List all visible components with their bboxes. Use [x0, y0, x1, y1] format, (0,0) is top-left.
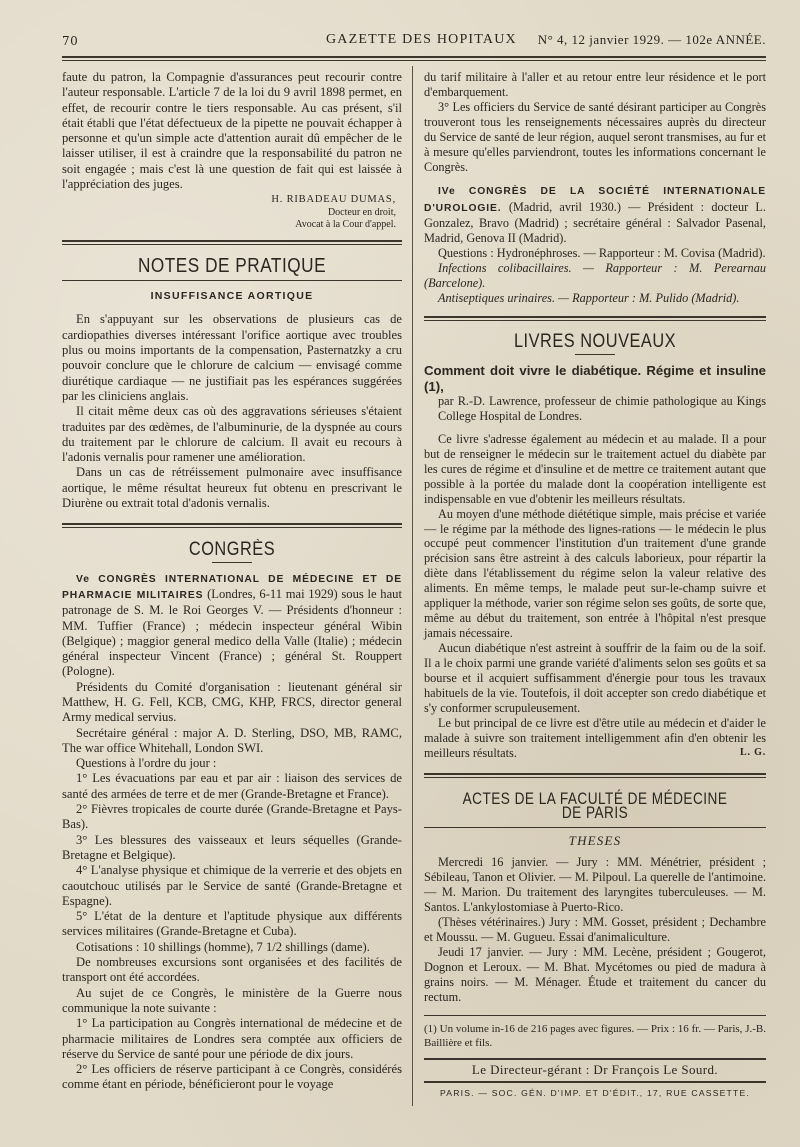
- author-signature: [62, 194, 396, 232]
- review-initials: L. G.: [740, 746, 766, 758]
- book-paragraph: Aucun diabétique n'est astreint à souffrir de la faim ou de la soif. Il a le choix parmi une grande variété d'aliments selon ses goûts et sa bourse et il acquiert suffisamment d'énergie pour tous les travaux habituels de la vie. Toutefois, il doit accepter son credo diabétique et s'y conformer scrupuleusement.: [424, 641, 766, 715]
- book-paragraph: Le but principal de ce livre est d'être utile au médecin et d'aider le malade à suivre son traitement intelligemment afin d'en obtenir les meilleurs résultats. L. G.: [424, 715, 766, 760]
- theses-label: THESES: [568, 833, 622, 849]
- short-rule: [575, 354, 615, 355]
- actes-section-title: ACTES DE LA FACULTÉ DE MÉDECINE DE PARIS: [462, 788, 728, 823]
- section-rule: [62, 280, 402, 281]
- running-head: [62, 30, 766, 52]
- congres-paragraph: 3° Les officiers du Service de santé désirant participer au Congrès trouveront tous les renseignements nécessaires auprès du directeur du Service de santé de leur région, auquel seront transmises, au fur et à mesure qu'elles parviendront, toutes les informations concernant le Congrès.: [424, 99, 766, 174]
- congres-paragraph: 1° Les évacuations par eau et par air : liaison des services de santé des armées de terre et de mer (Grande-Bretagne et France).: [62, 771, 402, 801]
- section-rule: [62, 523, 402, 528]
- congres-paragraph: Au sujet de ce Congrès, le ministère de la Guerre nous communique la note suivante :: [62, 985, 402, 1015]
- signature-name: H. RIBADEAU DUMAS,: [271, 194, 396, 206]
- congres-heading: Ve CONGRÈS INTERNATIONAL DE MÉDECINE ET DE PHARMACIE MILITAIRES: [62, 573, 402, 601]
- section-rule: [62, 240, 402, 245]
- congres-paragraph: 5° L'état de la denture et l'aptitude physique aux différents services militaires (Grande-Bretagne et Cuba).: [62, 909, 402, 939]
- urology-paragraph: Infections colibacillaires. — Rapporteur : M. Perearnau (Barcelone).: [424, 261, 766, 291]
- congres-paragraph: 2° Les officiers de réserve participant à ce Congrès, considérés comme étant en période, bénéficieront pour le voyage: [62, 1062, 402, 1092]
- book-title: Comment doit vivre le diabétique. Régime et insuline (1),: [424, 363, 766, 394]
- signature-title: Docteur en droit,: [327, 206, 396, 218]
- notes-paragraph: En s'appuyant sur les observations de plusieurs cas de cardiopathies diverses intéressant l'orifice aortique avec troubles plus ou moins importants de la compensation, Pasternatzky a cru pouvoir conclure que le chlorure de calcium — envisagé comme diurétique cardiaque — ne justifiait pas les espérances suggérées par les cliniciens anglais.: [62, 312, 402, 403]
- congres-paragraph: Présidents du Comité d'organisation : lieutenant général sir Matthew, H. G. Fell, KCB, CMG, KHP, FRCS, director general Army medical servius.: [62, 679, 402, 725]
- congres-paragraph: Questions à l'ordre du jour :: [76, 756, 217, 771]
- article-continuation: faute du patron, la Compagnie d'assurances peut recourir contre l'auteur responsable. L'article 7 de la loi du 9 avril 1898 permet, en effet, de recourir contre le tiers responsable. Au cas présent, s'il était établi que l'état défectueux de la pipette ne pouvait échapper à personne et qu'un simple acte d'attention aurait dû empêcher de le laisser utiliser, il est à craindre que la responsabilité du patron ne soit engagée ; mais c'est là une question de fait qui est laissée à l'appréciation des juges.: [62, 70, 402, 192]
- footnote: (1) Un volume in-16 de 216 pages avec figures. — Prix : 16 fr. — Paris, J.-B. Baillière et fils.: [424, 1022, 766, 1049]
- section-rule: [424, 773, 766, 778]
- right-column: [424, 70, 766, 1101]
- section-rule: [424, 316, 766, 321]
- theses-paragraph: Mercredi 16 janvier. — Jury : MM. Ménétrier, président ; Sébileau, Tanon et Olivier. — M. Pilpoul. La querelle de l'antimoine. — M. Marion. Du traitement des laryngites tuberculeuses. — M. Santos. L'ankylostomiase à Puerto-Rico.: [424, 855, 766, 915]
- urology-paragraph: Antiseptiques urinaires. — Rapporteur : M. Pulido (Madrid).: [438, 291, 740, 306]
- livres-section-title: LIVRES NOUVEAUX: [513, 331, 677, 353]
- theses-paragraph: (Thèses vétérinaires.) Jury : MM. Gosset, président ; Dechambre et Moussu. — M. Gugueu. Essai d'animaliculture.: [424, 915, 766, 944]
- page-number: 70: [62, 34, 79, 48]
- header-rule: [62, 56, 766, 61]
- journal-title: GAZETTE DES HOPITAUX: [326, 32, 517, 47]
- section-rule: [424, 827, 766, 828]
- short-rule: [212, 562, 252, 563]
- gerant-box: [424, 1058, 766, 1083]
- congres-paragraph: 4° L'analyse physique et chimique de la verrerie et des objets en caoutchouc utilisés par le Service de santé (Grande-Bretagne et Espagne).: [62, 863, 402, 908]
- congres-continuation: du tarif militaire à l'aller et au retour entre leur résidence et le port d'embarquement.: [424, 70, 766, 99]
- urology-paragraph: Questions : Hydronéphroses. — Rapporteur : M. Covisa (Madrid).: [438, 246, 766, 261]
- congres-paragraph: De nombreuses excursions sont organisées et des facilités de transport ont été accordées.: [62, 955, 402, 985]
- gerant-line: Le Directeur-gérant : Dr François Le Sourd.: [471, 1061, 719, 1077]
- theses-paragraph: Jeudi 17 janvier. — Jury : MM. Lecène, président ; Gougerot, Dognon et Leroux. — M. Bhat. Mycétomes ou pied de madura à grains noirs. — M. Ménager. Étude et traitement du cancer du rectum.: [424, 944, 766, 1004]
- issue-info: N° 4, 12 janvier 1929. — 102e ANNÉE.: [537, 32, 766, 47]
- urology-paragraph: IVe CONGRÈS DE LA SOCIÉTÉ INTERNATIONALE D'UROLOGIE. (Madrid, avril 1930.) — Président : docteur L. Gonzalez, Bravo (Madrid) ; secrétaire général : Salvador Pasenal, Madrid, Genova II (Madrid).: [424, 185, 767, 246]
- book-paragraph: Au moyen d'une méthode diététique simple, mais précise et variée — le régime par la méthode des lignes-rations — le médecin le plus occupé peut commencer l'institution d'un traitement d'une grande précision sans être astreint à des calculs laborieux, pour répartir la diète dans l'établissement du régime selon la valeur relative des aliments. En même temps, le malade peut sur-le-champ suivre et appliquer la méthode, varier son régime selon ses goûts, de sorte que, même au début du traitement, son entrée à l'hôpital n'est presque jamais nécessaire.: [424, 506, 766, 641]
- congres-paragraph: 3° Les blessures des vaisseaux et leurs séquelles (Grande-Bretagne et Belgique).: [62, 832, 402, 862]
- column-divider: [412, 66, 413, 1106]
- congres-paragraph: Ve CONGRÈS INTERNATIONAL DE MÉDECINE ET DE PHARMACIE MILITAIRES (Londres, 6-11 mai 1929) sous le haut patronage de S. M. le Roi Georges V. — Présidents d'honneur : MM. Tuffier (France) ; médecin inspecteur général Wibin (Belgique) ; maggior general medico della Valle (Italie) ; médecin général inspecteur Vincent (France) ; général St. Rouppert (Pologne).: [62, 573, 402, 679]
- left-column: [62, 70, 402, 1093]
- urology-heading: IVe CONGRÈS DE LA SOCIÉTÉ INTERNATIONALE D'UROLOGIE.: [424, 185, 766, 214]
- book-paragraph: Ce livre s'adresse également au médecin et au malade. Il a pour but de renseigner le médecin sur le traitement actuel du diabète par les cures de régime et d'insuline et de mettre ce traitement autant que possible à la portée du malade dont la coopération intelligente est indispensable en vue d'obtenir les meilleurs résultats.: [424, 431, 766, 506]
- footnote-rule: [424, 1015, 766, 1016]
- notes-section-title: NOTES DE PRATIQUE: [137, 254, 327, 277]
- congres-section-title: CONGRÈS: [188, 539, 276, 561]
- printer-line: PARIS. — SOC. GÉN. D'IMP. ET D'ÉDIT., 17, RUE CASSETTE.: [440, 1087, 750, 1098]
- congres-paragraph: 2° Fièvres tropicales de courte durée (Grande-Bretagne et Pays-Bas).: [62, 802, 402, 832]
- congres-paragraph: Secrétaire général : major A. D. Sterling, DSO, MB, RAMC, The war office Whitehall, London SWI.: [62, 725, 402, 755]
- signature-role: Avocat à la Cour d'appel.: [295, 219, 396, 231]
- notes-paragraph: Il citait même deux cas où des aggravations sérieuses s'étaient traduites par des œdèmes, de l'albuminurie, de la dyspnée au cours du traitement par le chlorure de calcium. Il avait eu recours à l'adonis vernalis pour ramener une amélioration.: [62, 404, 402, 465]
- notes-paragraph: Dans un cas de rétréissement pulmonaire avec insuffisance aortique, le même résultat heureux fut obtenu en prescrivant le Diurène ou extrait total d'adonis vernalis.: [62, 465, 402, 511]
- congres-paragraph: Cotisations : 10 shillings (homme), 7 1/2 shillings (dame).: [76, 939, 370, 954]
- notes-subtitle: INSUFFISANCE AORTIQUE: [150, 290, 314, 303]
- book-author: par R.-D. Lawrence, professeur de chimie pathologique au Kings College Hospital de Londres.: [438, 394, 766, 423]
- congres-paragraph: 1° La participation au Congrès international de médecine et de pharmacie militaires de Londres sera comptée aux officiers de réserve du Service de santé pour une période de dix jours.: [62, 1016, 402, 1061]
